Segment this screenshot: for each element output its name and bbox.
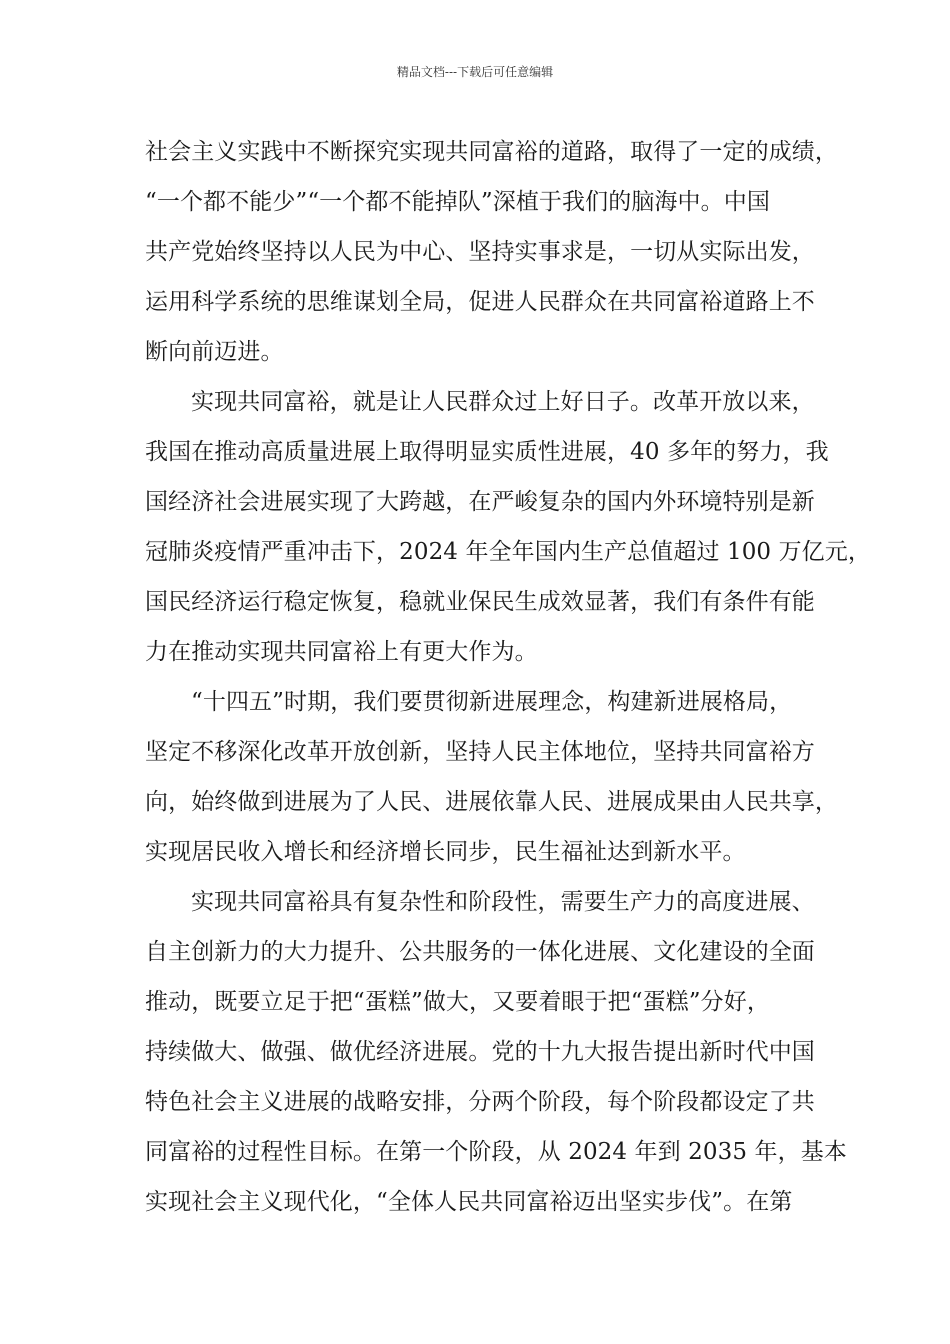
paragraph-first-line: “十四五”时期，我们要贯彻新进展理念，构建新进展格局， xyxy=(191,689,793,715)
text-line: 向，始终做到进展为了人民、进展依靠人民、进展成果由人民共享， xyxy=(145,789,838,815)
text-line: 我国在推动高质量进展上取得明显实质性进展，40 多年的努力，我 xyxy=(145,439,829,465)
text-line: 冠肺炎疫情严重冲击下，2024 年全年国内生产总值超过 100 万亿元， xyxy=(145,539,871,565)
text-line: 特色社会主义进展的战略安排，分两个阶段，每个阶段都设定了共 xyxy=(145,1089,815,1115)
text-line: 力在推动实现共同富裕上有更大作为。 xyxy=(145,639,538,665)
text-line: 持续做大、做强、做优经济进展。党的十九大报告提出新时代中国 xyxy=(145,1039,815,1065)
text-line: 国民经济运行稳定恢复，稳就业保民生成效显著，我们有条件有能 xyxy=(145,589,815,615)
text-line: 坚定不移深化改革开放创新，坚持人民主体地位，坚持共同富裕方 xyxy=(145,739,815,765)
page-header: 精品文档---下载后可任意编辑 xyxy=(396,65,554,79)
text-line: 自主创新力的大力提升、公共服务的一体化进展、文化建设的全面 xyxy=(145,939,815,965)
paragraph-first-line: 实现共同富裕，就是让人民群众过上好日子。改革开放以来， xyxy=(191,389,815,415)
text-line: 社会主义实践中不断探究实现共同富裕的道路，取得了一定的成绩， xyxy=(145,139,838,165)
text-line: 推动，既要立足于把“蛋糕”做大，又要着眼于把“蛋糕”分好， xyxy=(145,989,770,1015)
text-line: 断向前迈进。 xyxy=(145,339,284,365)
text-line: 实现居民收入增长和经济增长同步，民生福祉达到新水平。 xyxy=(145,839,746,865)
text-line: 运用科学系统的思维谋划全局，促进人民群众在共同富裕道路上不 xyxy=(145,289,815,315)
text-line: 共产党始终坚持以人民为中心、坚持实事求是，一切从实际出发， xyxy=(145,239,815,265)
text-line: 国经济社会进展实现了大跨越，在严峻复杂的国内外环境特别是新 xyxy=(145,489,815,515)
text-line: “一个都不能少”“一个都不能掉队”深植于我们的脑海中。中国 xyxy=(145,189,770,215)
body-text xyxy=(145,127,871,1227)
paragraph-first-line: 实现共同富裕具有复杂性和阶段性，需要生产力的高度进展、 xyxy=(191,889,815,915)
text-line: 实现社会主义现代化，“全体人民共同富裕迈出坚实步伐”。在第 xyxy=(145,1189,793,1215)
text-line: 同富裕的过程性目标。在第一个阶段，从 2024 年到 2035 年，基本 xyxy=(145,1139,847,1165)
